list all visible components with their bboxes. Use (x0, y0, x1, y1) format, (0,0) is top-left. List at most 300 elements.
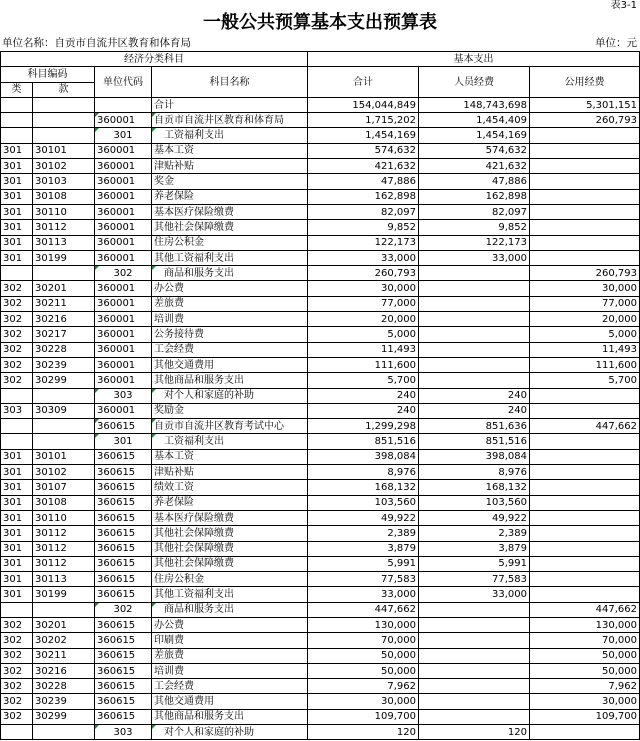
cell-unit-code: 360001 (95, 342, 152, 357)
table-row (1, 250, 640, 265)
cell-personnel (419, 602, 530, 617)
table-row (1, 220, 640, 235)
cell-subject-name: 自贡市自流井区教育考试中心 (152, 419, 308, 434)
cell-item: 30102 (33, 465, 95, 480)
cell-class: 302 (1, 694, 33, 709)
cell-subject-name: 住房公积金 (152, 235, 308, 250)
table-row (1, 679, 640, 694)
cell-public (530, 572, 640, 587)
cell-total: 5,991 (308, 556, 419, 571)
cell-personnel (419, 617, 530, 632)
table-row (1, 327, 640, 342)
cell-total: 77,000 (308, 296, 419, 311)
cell-subject-name: 对个人和家庭的补助 (152, 388, 308, 403)
cell-item: 30110 (33, 204, 95, 219)
cell-item: 30299 (33, 373, 95, 388)
cell-unit-code: 360001 (95, 204, 152, 219)
cell-personnel: 33,000 (419, 587, 530, 602)
cell-public (530, 587, 640, 602)
cell-total: 70,000 (308, 633, 419, 648)
cell-public: 20,000 (530, 312, 640, 327)
cell-class: 301 (1, 587, 33, 602)
cell-class: 302 (1, 342, 33, 357)
cell-total: 5,700 (308, 373, 419, 388)
cell-unit-code: 302 (95, 602, 152, 617)
cell-total: 168,132 (308, 480, 419, 495)
cell-item: 30217 (33, 327, 95, 342)
cell-public: 30,000 (530, 694, 640, 709)
cell-public: 109,700 (530, 709, 640, 724)
cell-class (1, 388, 33, 403)
cell-unit-code: 360615 (95, 648, 152, 663)
cell-unit-code (95, 97, 152, 112)
cell-personnel: 49,922 (419, 510, 530, 525)
cell-unit-code: 303 (95, 388, 152, 403)
cell-item: 30211 (33, 648, 95, 663)
cell-total: 20,000 (308, 312, 419, 327)
cell-personnel: 240 (419, 403, 530, 418)
cell-personnel: 103,560 (419, 495, 530, 510)
cell-class: 301 (1, 189, 33, 204)
cell-total: 154,044,849 (308, 97, 419, 112)
cell-subject-name: 奖金 (152, 174, 308, 189)
cell-item: 30199 (33, 250, 95, 265)
cell-total: 3,879 (308, 541, 419, 556)
cell-subject-name: 工会经费 (152, 679, 308, 694)
cell-subject-name: 奖励金 (152, 403, 308, 418)
currency-unit: 单位：元 (595, 37, 637, 49)
cell-item (33, 388, 95, 403)
table-row (1, 143, 640, 158)
cell-total: 398,084 (308, 449, 419, 464)
cell-subject-name: 工资福利支出 (152, 434, 308, 449)
cell-total: 9,852 (308, 220, 419, 235)
cell-public (530, 510, 640, 525)
cell-subject-name: 基本医疗保险缴费 (152, 510, 308, 525)
table-row (1, 633, 640, 648)
cell-public (530, 159, 640, 174)
cell-item: 30299 (33, 709, 95, 724)
cell-item: 30201 (33, 281, 95, 296)
cell-public (530, 220, 640, 235)
cell-public (530, 556, 640, 571)
cell-class: 301 (1, 556, 33, 571)
cell-subject-name: 其他交通费用 (152, 694, 308, 709)
cell-public: 260,793 (530, 113, 640, 128)
cell-unit-code: 360001 (95, 189, 152, 204)
cell-total: 82,097 (308, 204, 419, 219)
table-row (1, 388, 640, 403)
cell-total: 1,454,169 (308, 128, 419, 143)
cell-item: 30101 (33, 449, 95, 464)
cell-public (530, 189, 640, 204)
cell-unit-code: 360001 (95, 113, 152, 128)
cell-personnel: 33,000 (419, 250, 530, 265)
cell-class: 302 (1, 281, 33, 296)
cell-unit-code: 360001 (95, 250, 152, 265)
cell-personnel: 82,097 (419, 204, 530, 219)
cell-personnel: 120 (419, 725, 530, 740)
cell-personnel: 47,886 (419, 174, 530, 189)
cell-class (1, 97, 33, 112)
cell-class: 301 (1, 204, 33, 219)
cell-public (530, 465, 640, 480)
budget-table (0, 51, 640, 740)
cell-total: 47,886 (308, 174, 419, 189)
cell-subject-name: 办公费 (152, 617, 308, 632)
header-subject-name: 科目名称 (152, 67, 308, 98)
header-public: 公用经费 (530, 67, 640, 98)
cell-public (530, 725, 640, 740)
cell-subject-name: 培训费 (152, 663, 308, 678)
cell-item: 30112 (33, 556, 95, 571)
cell-class: 301 (1, 572, 33, 587)
cell-public (530, 388, 640, 403)
cell-public: 77,000 (530, 296, 640, 311)
table-row (1, 541, 640, 556)
table-row (1, 281, 640, 296)
cell-personnel: 1,454,409 (419, 113, 530, 128)
table-row (1, 602, 640, 617)
cell-public: 447,662 (530, 419, 640, 434)
cell-class (1, 434, 33, 449)
cell-total: 240 (308, 403, 419, 418)
cell-item (33, 97, 95, 112)
cell-personnel: 5,991 (419, 556, 530, 571)
table-row (1, 342, 640, 357)
cell-subject-name: 其他商品和服务支出 (152, 709, 308, 724)
cell-public (530, 526, 640, 541)
cell-class (1, 128, 33, 143)
cell-item: 30199 (33, 587, 95, 602)
cell-subject-name: 差旅费 (152, 296, 308, 311)
cell-public: 50,000 (530, 648, 640, 663)
cell-class (1, 419, 33, 434)
cell-personnel: 122,173 (419, 235, 530, 250)
cell-total: 574,632 (308, 143, 419, 158)
cell-personnel (419, 342, 530, 357)
cell-subject-name: 绩效工资 (152, 480, 308, 495)
header-total: 合计 (308, 67, 419, 98)
cell-class: 303 (1, 403, 33, 418)
cell-unit-code: 301 (95, 128, 152, 143)
cell-class: 302 (1, 709, 33, 724)
cell-class (1, 266, 33, 281)
cell-item: 30202 (33, 633, 95, 648)
cell-public: 5,700 (530, 373, 640, 388)
cell-class: 301 (1, 235, 33, 250)
cell-unit-code: 360001 (95, 174, 152, 189)
cell-item: 30211 (33, 296, 95, 311)
cell-total: 162,898 (308, 189, 419, 204)
cell-subject-name: 其他社会保障缴费 (152, 526, 308, 541)
table-id: 表3-1 (610, 0, 637, 11)
table-row (1, 97, 640, 112)
cell-total: 447,662 (308, 602, 419, 617)
cell-public: 70,000 (530, 633, 640, 648)
cell-personnel (419, 296, 530, 311)
cell-total: 49,922 (308, 510, 419, 525)
cell-unit-code: 360615 (95, 449, 152, 464)
cell-personnel: 851,636 (419, 419, 530, 434)
cell-personnel (419, 357, 530, 372)
cell-total: 50,000 (308, 663, 419, 678)
cell-public (530, 541, 640, 556)
cell-total: 5,000 (308, 327, 419, 342)
cell-personnel: 851,516 (419, 434, 530, 449)
cell-subject-name: 基本医疗保险缴费 (152, 204, 308, 219)
cell-item: 30113 (33, 572, 95, 587)
cell-unit-code: 360001 (95, 327, 152, 342)
cell-unit-code: 360615 (95, 556, 152, 571)
cell-class: 302 (1, 357, 33, 372)
header-class: 类 (1, 82, 33, 97)
table-row (1, 113, 640, 128)
cell-unit-code: 360001 (95, 373, 152, 388)
cell-item: 30239 (33, 357, 95, 372)
header-unit-code: 单位代码 (95, 67, 152, 98)
cell-item: 30113 (33, 235, 95, 250)
cell-class (1, 113, 33, 128)
cell-public: 11,493 (530, 342, 640, 357)
cell-public (530, 204, 640, 219)
table-row (1, 204, 640, 219)
cell-class: 302 (1, 373, 33, 388)
cell-class: 301 (1, 495, 33, 510)
cell-unit-code: 360615 (95, 465, 152, 480)
cell-unit-code: 360615 (95, 419, 152, 434)
cell-item: 30228 (33, 342, 95, 357)
cell-personnel: 3,879 (419, 541, 530, 556)
cell-public: 111,600 (530, 357, 640, 372)
header-basic-expense: 基本支出 (308, 52, 640, 67)
cell-subject-name: 养老保险 (152, 495, 308, 510)
cell-total: 120 (308, 725, 419, 740)
header-personnel: 人员经费 (419, 67, 530, 98)
cell-subject-name: 住房公积金 (152, 572, 308, 587)
cell-item: 30101 (33, 143, 95, 158)
cell-item: 30239 (33, 694, 95, 709)
cell-public (530, 480, 640, 495)
cell-personnel: 162,898 (419, 189, 530, 204)
cell-class: 302 (1, 663, 33, 678)
table-row (1, 663, 640, 678)
cell-personnel: 240 (419, 388, 530, 403)
cell-total: 109,700 (308, 709, 419, 724)
cell-subject-name: 自贡市自流井区教育和体育局 (152, 113, 308, 128)
cell-total: 8,976 (308, 465, 419, 480)
cell-public (530, 449, 640, 464)
cell-personnel (419, 694, 530, 709)
table-row (1, 266, 640, 281)
cell-subject-name: 培训费 (152, 312, 308, 327)
cell-public (530, 143, 640, 158)
cell-item (33, 128, 95, 143)
cell-item: 30110 (33, 510, 95, 525)
header-subject-code: 科目编码 (1, 67, 95, 82)
cell-subject-name: 其他社会保障缴费 (152, 220, 308, 235)
table-row (1, 526, 640, 541)
table-row (1, 725, 640, 740)
table-row (1, 617, 640, 632)
cell-unit-code: 360615 (95, 480, 152, 495)
cell-personnel: 148,743,698 (419, 97, 530, 112)
cell-total: 1,299,298 (308, 419, 419, 434)
cell-total: 11,493 (308, 342, 419, 357)
cell-unit-code: 360001 (95, 143, 152, 158)
cell-item (33, 434, 95, 449)
cell-unit-code: 303 (95, 725, 152, 740)
cell-unit-code: 360001 (95, 281, 152, 296)
cell-subject-name: 商品和服务支出 (152, 266, 308, 281)
cell-unit-code: 360615 (95, 679, 152, 694)
cell-total: 33,000 (308, 587, 419, 602)
cell-unit-code: 360615 (95, 633, 152, 648)
table-row (1, 434, 640, 449)
cell-subject-name: 公务接待费 (152, 327, 308, 342)
table-row (1, 572, 640, 587)
cell-item: 30201 (33, 617, 95, 632)
cell-personnel: 2,389 (419, 526, 530, 541)
table-row (1, 587, 640, 602)
cell-class: 302 (1, 633, 33, 648)
cell-item: 30103 (33, 174, 95, 189)
cell-personnel (419, 281, 530, 296)
cell-unit-code: 360615 (95, 572, 152, 587)
cell-public (530, 235, 640, 250)
cell-total: 30,000 (308, 281, 419, 296)
page-title: 一般公共预算基本支出预算表 (203, 12, 437, 33)
cell-class: 301 (1, 174, 33, 189)
cell-unit-code: 360001 (95, 296, 152, 311)
cell-class (1, 602, 33, 617)
cell-personnel: 1,454,169 (419, 128, 530, 143)
cell-unit-code: 360001 (95, 220, 152, 235)
cell-unit-code: 360001 (95, 235, 152, 250)
table-body (1, 97, 640, 739)
cell-subject-name: 养老保险 (152, 189, 308, 204)
cell-subject-name: 对个人和家庭的补助 (152, 725, 308, 740)
cell-personnel: 9,852 (419, 220, 530, 235)
table-header (1, 52, 640, 98)
table-row (1, 648, 640, 663)
table-row (1, 159, 640, 174)
cell-class: 302 (1, 617, 33, 632)
cell-subject-name: 其他工资福利支出 (152, 250, 308, 265)
cell-public (530, 174, 640, 189)
cell-public: 130,000 (530, 617, 640, 632)
table-row (1, 373, 640, 388)
cell-class: 301 (1, 526, 33, 541)
table-row (1, 235, 640, 250)
cell-unit-code: 360615 (95, 694, 152, 709)
cell-total: 1,715,202 (308, 113, 419, 128)
table-row (1, 709, 640, 724)
cell-unit-code: 302 (95, 266, 152, 281)
cell-class: 302 (1, 296, 33, 311)
cell-unit-code: 360001 (95, 312, 152, 327)
cell-subject-name: 商品和服务支出 (152, 602, 308, 617)
cell-class: 302 (1, 327, 33, 342)
cell-total: 240 (308, 388, 419, 403)
cell-public (530, 250, 640, 265)
cell-total: 7,962 (308, 679, 419, 694)
cell-unit-code: 360001 (95, 357, 152, 372)
cell-public: 30,000 (530, 281, 640, 296)
cell-public: 5,301,151 (530, 97, 640, 112)
table-row (1, 189, 640, 204)
cell-total: 50,000 (308, 648, 419, 663)
cell-class: 301 (1, 220, 33, 235)
cell-unit-code: 360615 (95, 587, 152, 602)
cell-class: 301 (1, 250, 33, 265)
cell-subject-name: 津贴补贴 (152, 159, 308, 174)
cell-class (1, 725, 33, 740)
cell-subject-name: 基本工资 (152, 143, 308, 158)
cell-personnel (419, 327, 530, 342)
cell-unit-code: 360615 (95, 495, 152, 510)
cell-personnel (419, 373, 530, 388)
cell-item: 30102 (33, 159, 95, 174)
header-econ-category: 经济分类科目 (1, 52, 308, 67)
cell-unit-code: 360001 (95, 159, 152, 174)
header-item: 款 (33, 82, 95, 97)
cell-personnel (419, 709, 530, 724)
cell-total: 260,793 (308, 266, 419, 281)
cell-class: 301 (1, 449, 33, 464)
cell-personnel (419, 633, 530, 648)
cell-subject-name: 其他交通费用 (152, 357, 308, 372)
table-row (1, 357, 640, 372)
table-row (1, 480, 640, 495)
cell-personnel (419, 679, 530, 694)
cell-personnel: 77,583 (419, 572, 530, 587)
cell-unit-code: 360615 (95, 510, 152, 525)
cell-class: 301 (1, 143, 33, 158)
cell-personnel: 574,632 (419, 143, 530, 158)
cell-item: 30107 (33, 480, 95, 495)
cell-public: 260,793 (530, 266, 640, 281)
table-row (1, 694, 640, 709)
cell-class: 301 (1, 480, 33, 495)
cell-item: 30112 (33, 526, 95, 541)
cell-item: 30112 (33, 541, 95, 556)
table-row (1, 449, 640, 464)
cell-public: 50,000 (530, 663, 640, 678)
cell-item: 30309 (33, 403, 95, 418)
cell-subject-name: 其他工资福利支出 (152, 587, 308, 602)
table-row (1, 128, 640, 143)
cell-item: 30108 (33, 495, 95, 510)
cell-public: 7,962 (530, 679, 640, 694)
cell-item (33, 266, 95, 281)
cell-total: 2,389 (308, 526, 419, 541)
table-row (1, 465, 640, 480)
cell-personnel (419, 648, 530, 663)
cell-personnel: 168,132 (419, 480, 530, 495)
cell-unit-code: 360615 (95, 526, 152, 541)
cell-personnel (419, 266, 530, 281)
cell-unit-code: 301 (95, 434, 152, 449)
cell-item: 30112 (33, 220, 95, 235)
cell-personnel (419, 663, 530, 678)
cell-subject-name: 办公费 (152, 281, 308, 296)
cell-class: 301 (1, 159, 33, 174)
cell-subject-name: 基本工资 (152, 449, 308, 464)
cell-total: 30,000 (308, 694, 419, 709)
cell-item (33, 602, 95, 617)
cell-unit-code: 360615 (95, 709, 152, 724)
